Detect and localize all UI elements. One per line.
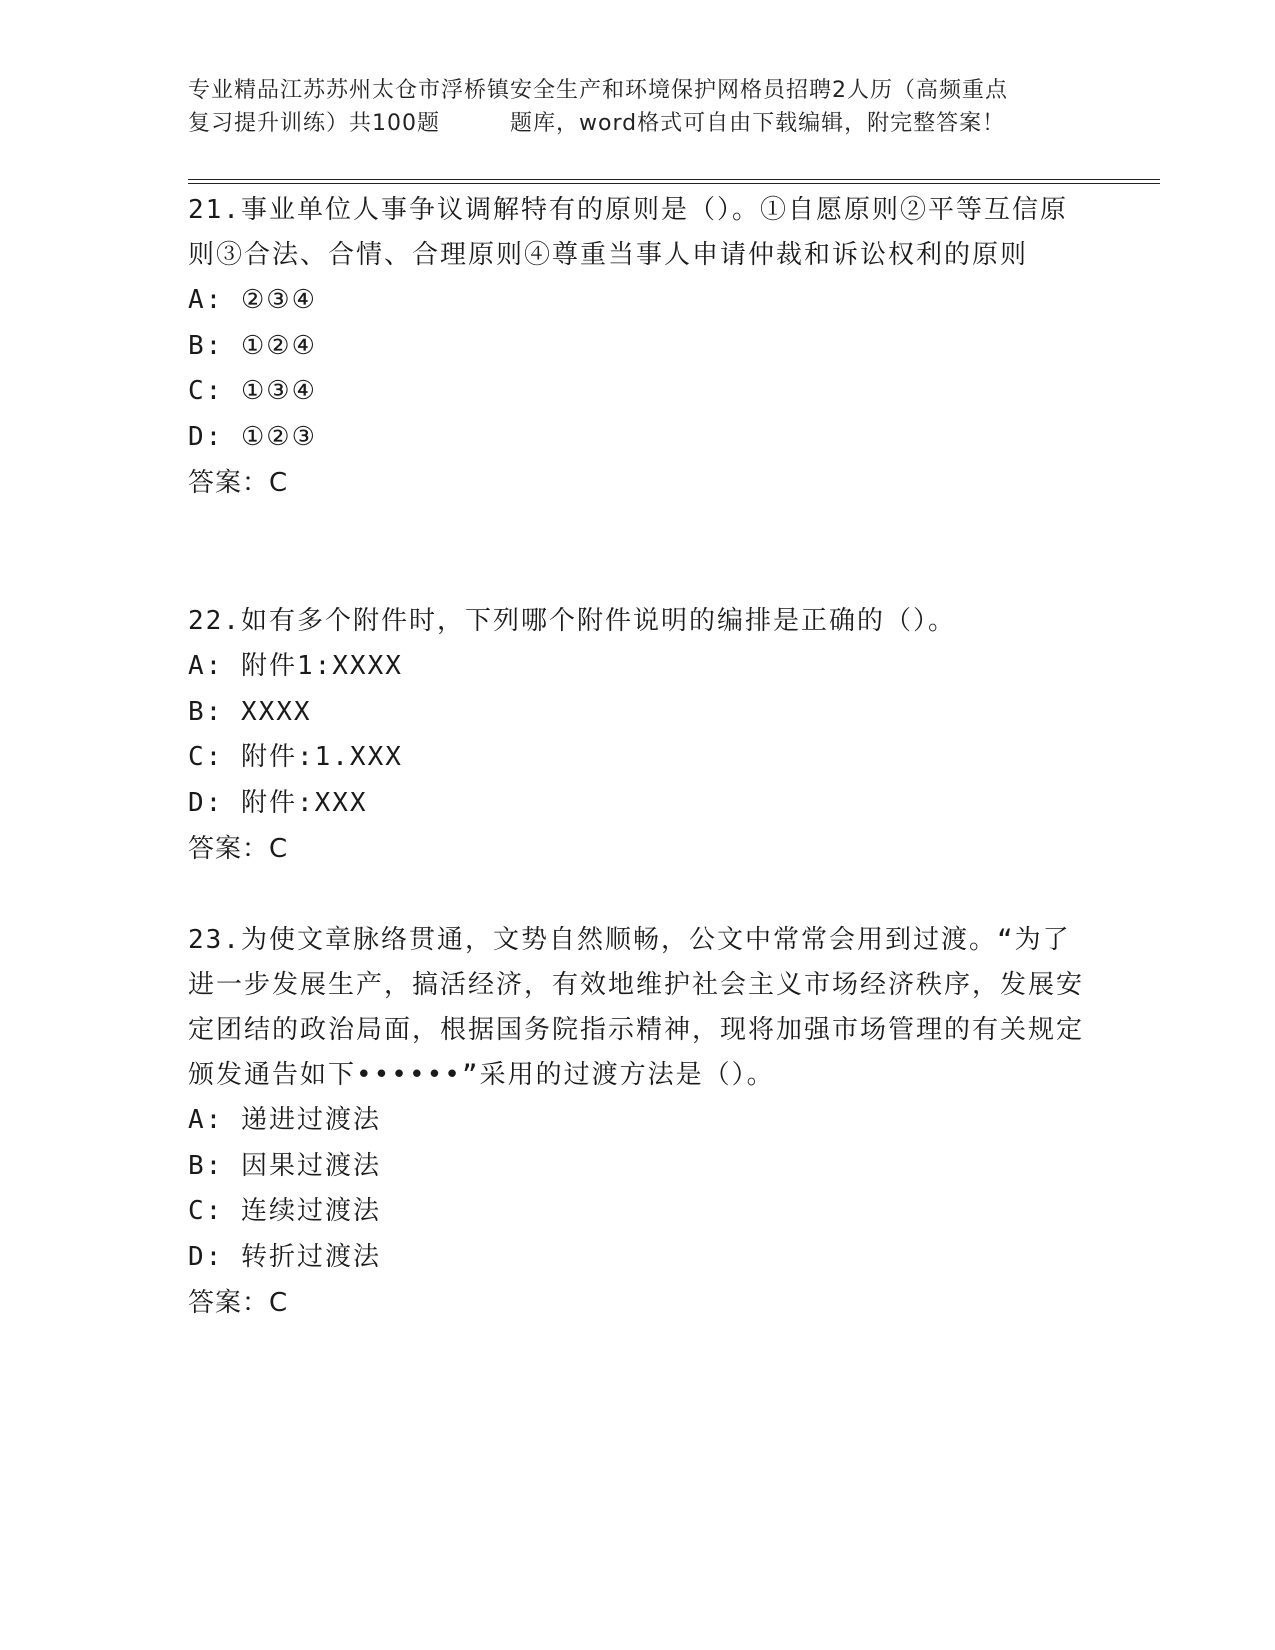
answer: 答案：C [188, 468, 289, 498]
question-stem: 21.事业单位人事争议调解特有的原则是（）。①自愿原则②平等互信原则③合法、合情、合理原则④尊重当事人申请仲裁和诉讼权利的原则 [188, 195, 1068, 270]
header-divider-top [188, 179, 1160, 180]
option-c: C: ①③④ [188, 376, 317, 406]
document-header [188, 74, 1088, 140]
question-23 [188, 918, 1088, 1326]
option-c: C: 连续过渡法 [188, 1196, 381, 1226]
header-divider-bottom [188, 183, 1160, 184]
answer: 答案：C [188, 834, 289, 864]
option-a: A: ②③④ [188, 285, 317, 315]
option-a: A: 附件1:XXXX [188, 651, 403, 681]
option-d: D: 附件:XXX [188, 787, 368, 818]
header-line-2-part-2: 题库，word格式可自由下载编辑，附完整答案！ [510, 111, 1006, 136]
option-d: D: ①②③ [188, 421, 317, 452]
option-c: C: 附件:1.XXX [188, 742, 403, 772]
question-stem: 23.为使文章脉络贯通，文势自然顺畅，公文中常常会用到过渡。“为了进一步发展生产，搞活经济，有效地维护社会主义市场经济秩序，发展安定团结的政治局面，根据国务院指示精神，现将加强市场管理的有关规定颁发通告如下••••••”采用的过渡方法是（）。 [188, 925, 1085, 1090]
header-line-1: 专业精品江苏苏州太仓市浮桥镇安全生产和环境保护网格员招聘2人历（高频重点 [188, 78, 1008, 103]
option-a: A: 递进过渡法 [188, 1105, 381, 1135]
option-b: B: XXXX [188, 696, 312, 727]
option-b: B: 因果过渡法 [188, 1150, 381, 1181]
header-line-2 [188, 107, 1088, 140]
option-b: B: ①②④ [188, 330, 317, 361]
question-stem: 22.如有多个附件时，下列哪个附件说明的编排是正确的（）。 [188, 606, 956, 636]
option-d: D: 转折过渡法 [188, 1241, 381, 1272]
question-21 [188, 188, 1088, 506]
answer: 答案：C [188, 1288, 289, 1318]
header-line-2-part-1: 复习提升训练）共100题 [188, 111, 440, 136]
question-22 [188, 599, 1088, 872]
